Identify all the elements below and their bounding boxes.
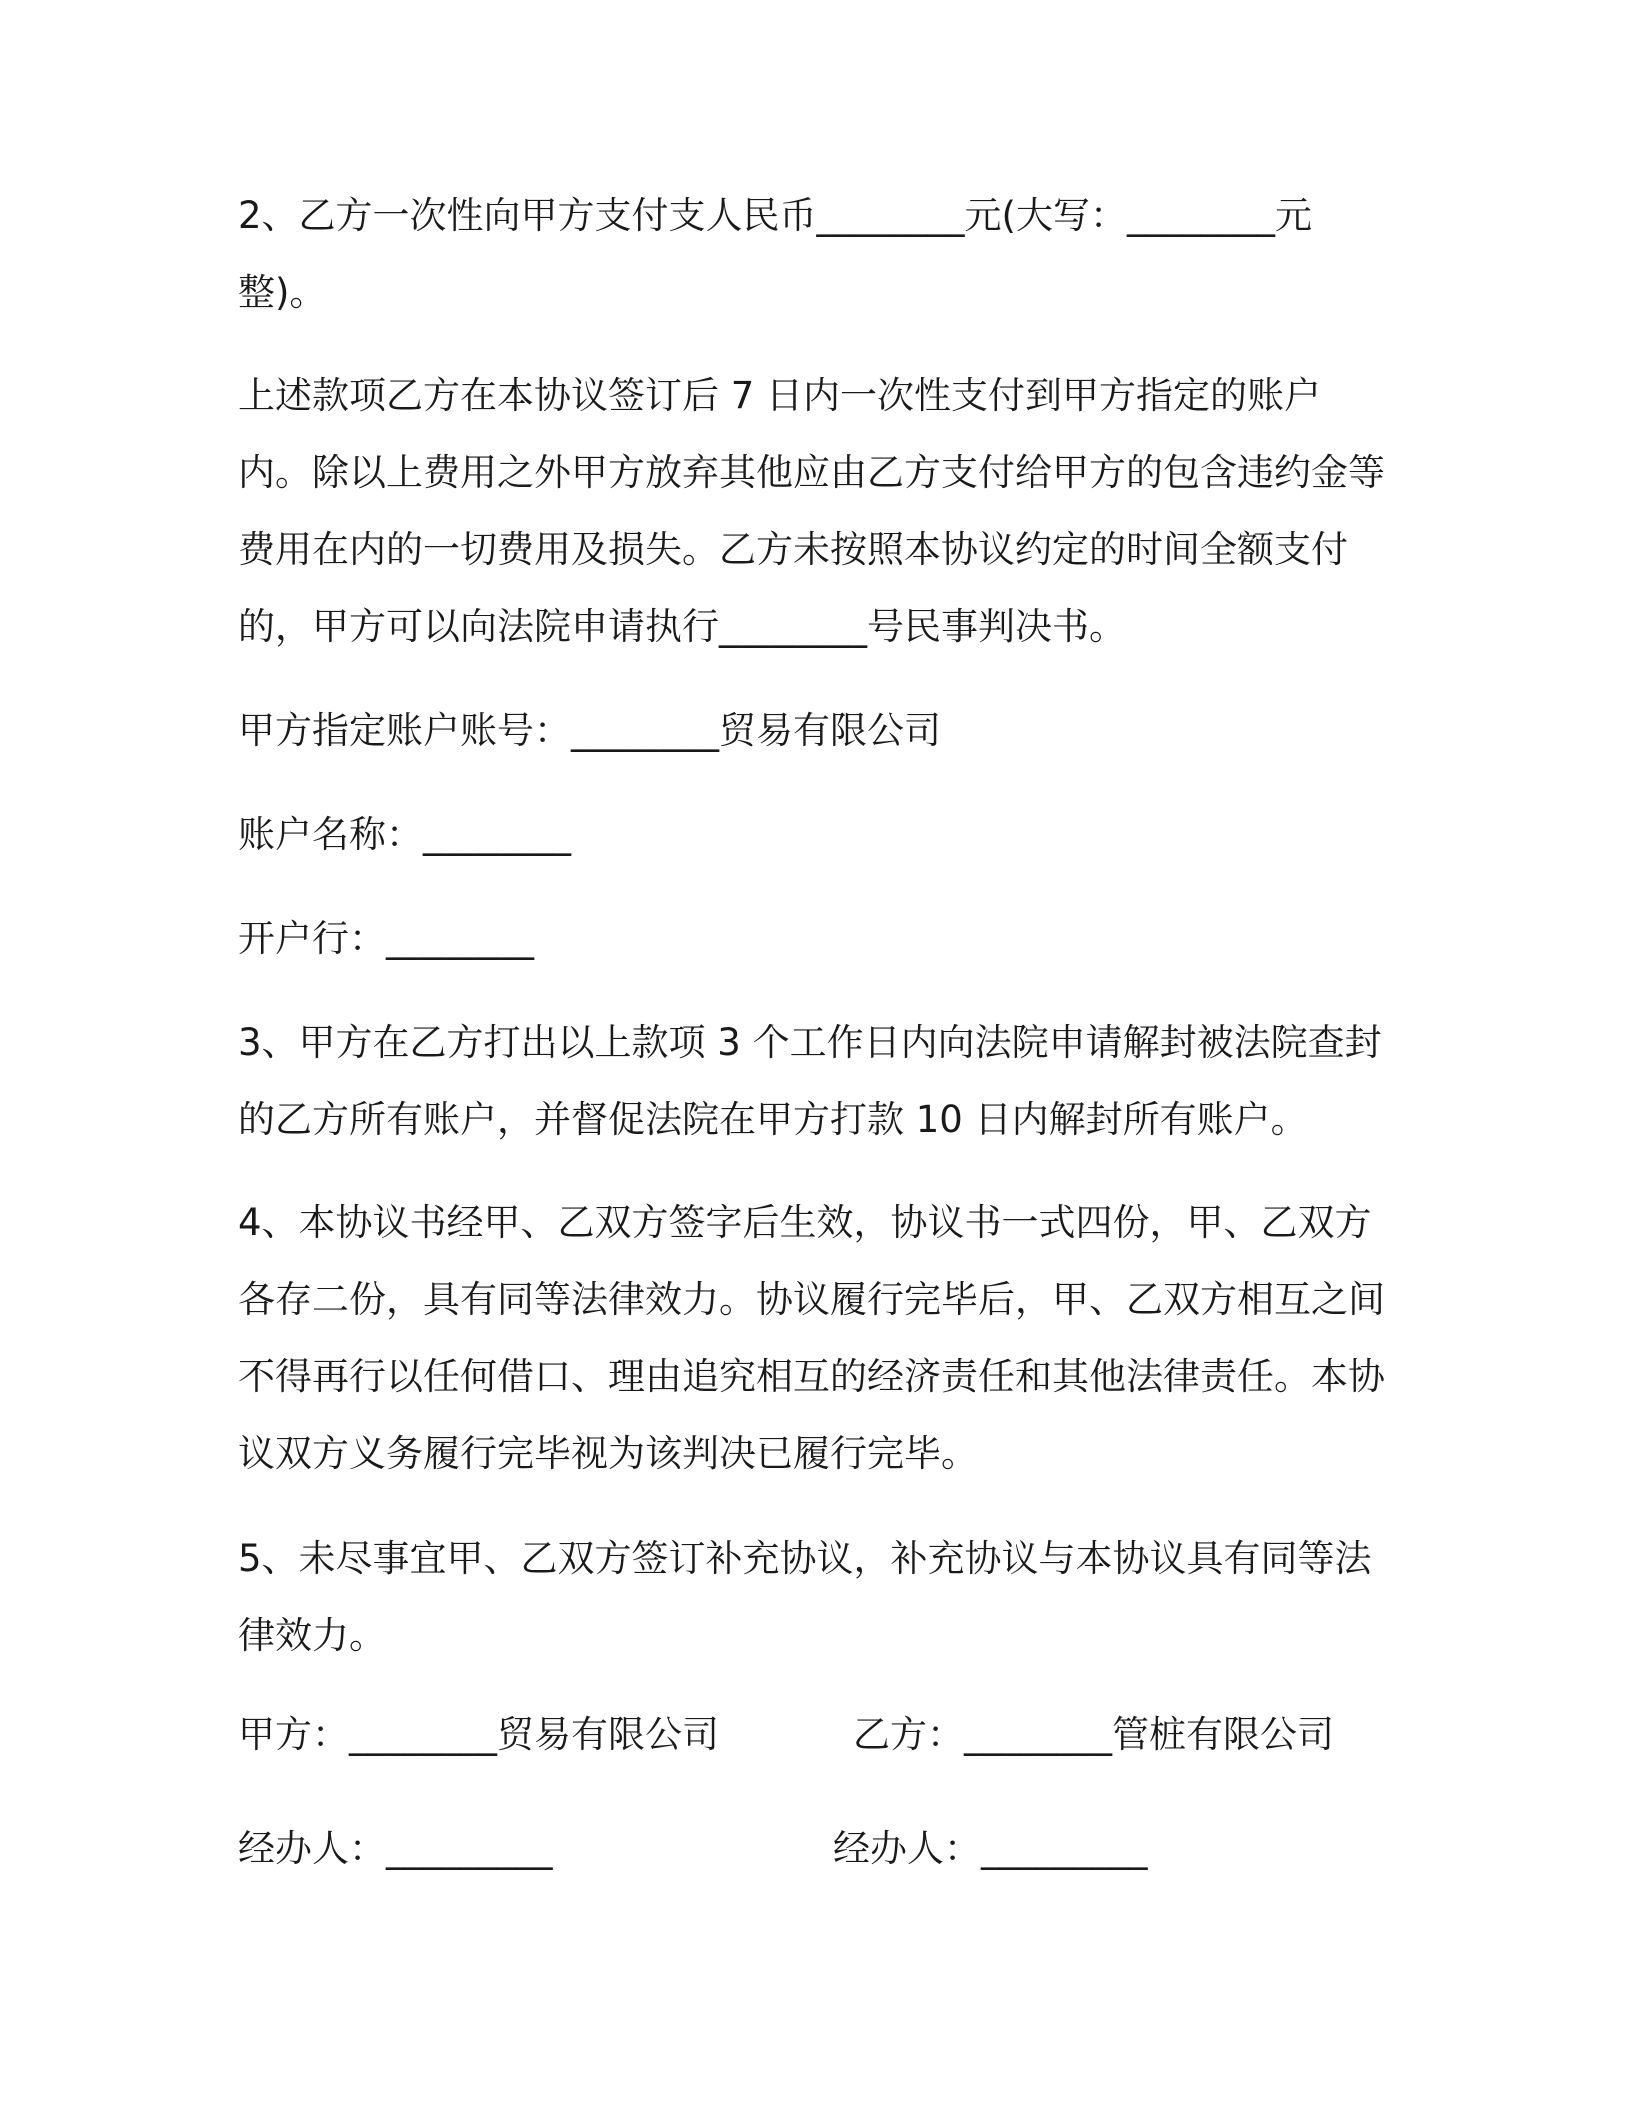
clause-4-effectiveness: 4、本协议书经甲、乙双方签字后生效，协议书一式四份，甲、乙双方各存二份，具有同等法律效力。协议履行完毕后，甲、乙双方相互之间不得再行以任何借口、理由追究相互的经济责任和其他法律责任。本协议双方义务履行完毕视为该判决已履行完毕。 <box>238 1201 1385 1475</box>
bank-line: 开户行：________ <box>238 917 534 960</box>
party-b-signature: 乙方：________管桩有限公司 <box>853 1713 1334 1756</box>
payment-terms-paragraph: 上述款项乙方在本协议签订后 7 日内一次性支付到甲方指定的账户内。除以上费用之外甲方放弃其他应由乙方支付给甲方的包含违约金等费用在内的一切费用及损失。乙方未按照本协议约定的时间全额支付的，甲方可以向法院申请执行________号民事判决书。 <box>238 374 1385 648</box>
account-number-line: 甲方指定账户账号：________贸易有限公司 <box>238 709 941 752</box>
clause-2-payment-amount: 2、乙方一次性向甲方支付支人民币________元(大写：________元整)。 <box>238 194 1312 314</box>
party-a-signature: 甲方：________贸易有限公司 <box>238 1713 719 1756</box>
clause-5-supplementary: 5、未尽事宜甲、乙双方签订补充协议，补充协议与本协议具有同等法律效力。 <box>238 1537 1372 1657</box>
clause-3-unfreeze-accounts: 3、甲方在乙方打出以上款项 3 个工作日内向法院申请解封被法院查封的乙方所有账户，并督促法院在甲方打款 10 日内解封所有账户。 <box>238 1021 1382 1141</box>
party-b-agent: 经办人：_________ <box>833 1827 1148 1870</box>
party-a-agent: 经办人：_________ <box>238 1827 553 1870</box>
account-name-line: 账户名称：________ <box>238 813 571 856</box>
